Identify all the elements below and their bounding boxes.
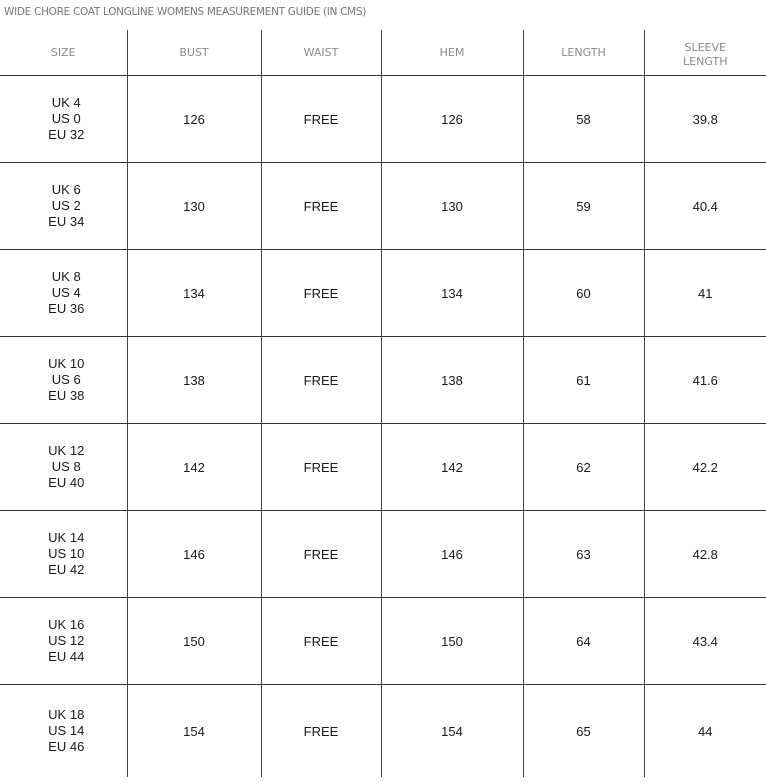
waist-cell: FREE: [261, 250, 381, 337]
length-cell: 59: [523, 163, 644, 250]
sleeve-length-cell: 42.2: [644, 424, 766, 511]
bust-cell: 150: [127, 598, 261, 685]
hem-cell: 150: [381, 598, 523, 685]
bust-cell: 154: [127, 685, 261, 778]
size-cell: [0, 163, 127, 250]
size-eu: EU 40: [48, 475, 85, 490]
sleeve-length-cell: 40.4: [644, 163, 766, 250]
header-size: SIZE: [0, 30, 127, 76]
hem-cell: 126: [381, 76, 523, 163]
size-uk: UK 10: [48, 356, 85, 371]
bust-cell: 138: [127, 337, 261, 424]
table-header: [0, 30, 766, 76]
bust-cell: 142: [127, 424, 261, 511]
header-sleeve-line2: LENGTH: [683, 54, 728, 68]
bust-cell: 126: [127, 76, 261, 163]
length-cell: 58: [523, 76, 644, 163]
size-us: US 10: [48, 546, 85, 561]
measurement-table: [0, 30, 766, 777]
table-row: [0, 424, 766, 511]
sleeve-length-cell: 41: [644, 250, 766, 337]
waist-cell: FREE: [261, 598, 381, 685]
size-us: US 4: [51, 285, 81, 300]
size-uk: UK 4: [51, 95, 81, 110]
size-uk: UK 18: [48, 707, 85, 722]
size-eu: EU 46: [48, 739, 85, 754]
size-cell: [0, 511, 127, 598]
size-uk: UK 8: [51, 269, 81, 284]
table-row: [0, 250, 766, 337]
size-cell: [0, 76, 127, 163]
hem-cell: 142: [381, 424, 523, 511]
size-eu: EU 32: [48, 127, 85, 142]
size-eu: EU 36: [48, 301, 85, 316]
table-row: [0, 163, 766, 250]
waist-cell: FREE: [261, 424, 381, 511]
size-us: US 6: [51, 372, 81, 387]
size-uk: UK 12: [48, 443, 85, 458]
waist-cell: FREE: [261, 163, 381, 250]
sleeve-length-cell: 39.8: [644, 76, 766, 163]
length-cell: 64: [523, 598, 644, 685]
waist-cell: FREE: [261, 337, 381, 424]
sleeve-length-cell: 42.8: [644, 511, 766, 598]
length-cell: 63: [523, 511, 644, 598]
size-cell: [0, 337, 127, 424]
guide-title: WIDE CHORE COAT LONGLINE WOMENS MEASUREMENT GUIDE (IN CMS): [4, 6, 367, 18]
length-cell: 61: [523, 337, 644, 424]
size-uk: UK 14: [48, 530, 85, 545]
waist-cell: FREE: [261, 511, 381, 598]
hem-cell: 138: [381, 337, 523, 424]
hem-cell: 130: [381, 163, 523, 250]
header-bust: BUST: [127, 30, 261, 76]
sleeve-length-cell: 43.4: [644, 598, 766, 685]
hem-cell: 134: [381, 250, 523, 337]
waist-cell: FREE: [261, 685, 381, 778]
table-row: [0, 685, 766, 778]
size-uk: UK 6: [51, 182, 81, 197]
header-sleeve-line1: SLEEVE: [684, 40, 726, 54]
hem-cell: 154: [381, 685, 523, 778]
size-us: US 12: [48, 633, 85, 648]
hem-cell: 146: [381, 511, 523, 598]
size-us: US 8: [51, 459, 81, 474]
bust-cell: 130: [127, 163, 261, 250]
size-eu: EU 42: [48, 562, 85, 577]
size-us: US 0: [51, 111, 81, 126]
header-hem: HEM: [381, 30, 523, 76]
size-cell: [0, 424, 127, 511]
size-us: US 14: [48, 723, 85, 738]
header-row: [0, 30, 766, 76]
size-cell: [0, 685, 127, 778]
size-cell: [0, 598, 127, 685]
size-eu: EU 38: [48, 388, 85, 403]
size-uk: UK 16: [48, 617, 85, 632]
size-eu: EU 44: [48, 649, 85, 664]
bust-cell: 146: [127, 511, 261, 598]
header-sleeve-length: [644, 30, 766, 76]
size-us: US 2: [51, 198, 81, 213]
sleeve-length-cell: 44: [644, 685, 766, 778]
sleeve-length-cell: 41.6: [644, 337, 766, 424]
size-eu: EU 34: [48, 214, 85, 229]
table-row: [0, 76, 766, 163]
header-length: LENGTH: [523, 30, 644, 76]
length-cell: 65: [523, 685, 644, 778]
length-cell: 60: [523, 250, 644, 337]
length-cell: 62: [523, 424, 644, 511]
size-cell: [0, 250, 127, 337]
table-row: [0, 598, 766, 685]
bust-cell: 134: [127, 250, 261, 337]
table-body: [0, 76, 766, 778]
table-row: [0, 337, 766, 424]
header-waist: WAIST: [261, 30, 381, 76]
waist-cell: FREE: [261, 76, 381, 163]
table-row: [0, 511, 766, 598]
